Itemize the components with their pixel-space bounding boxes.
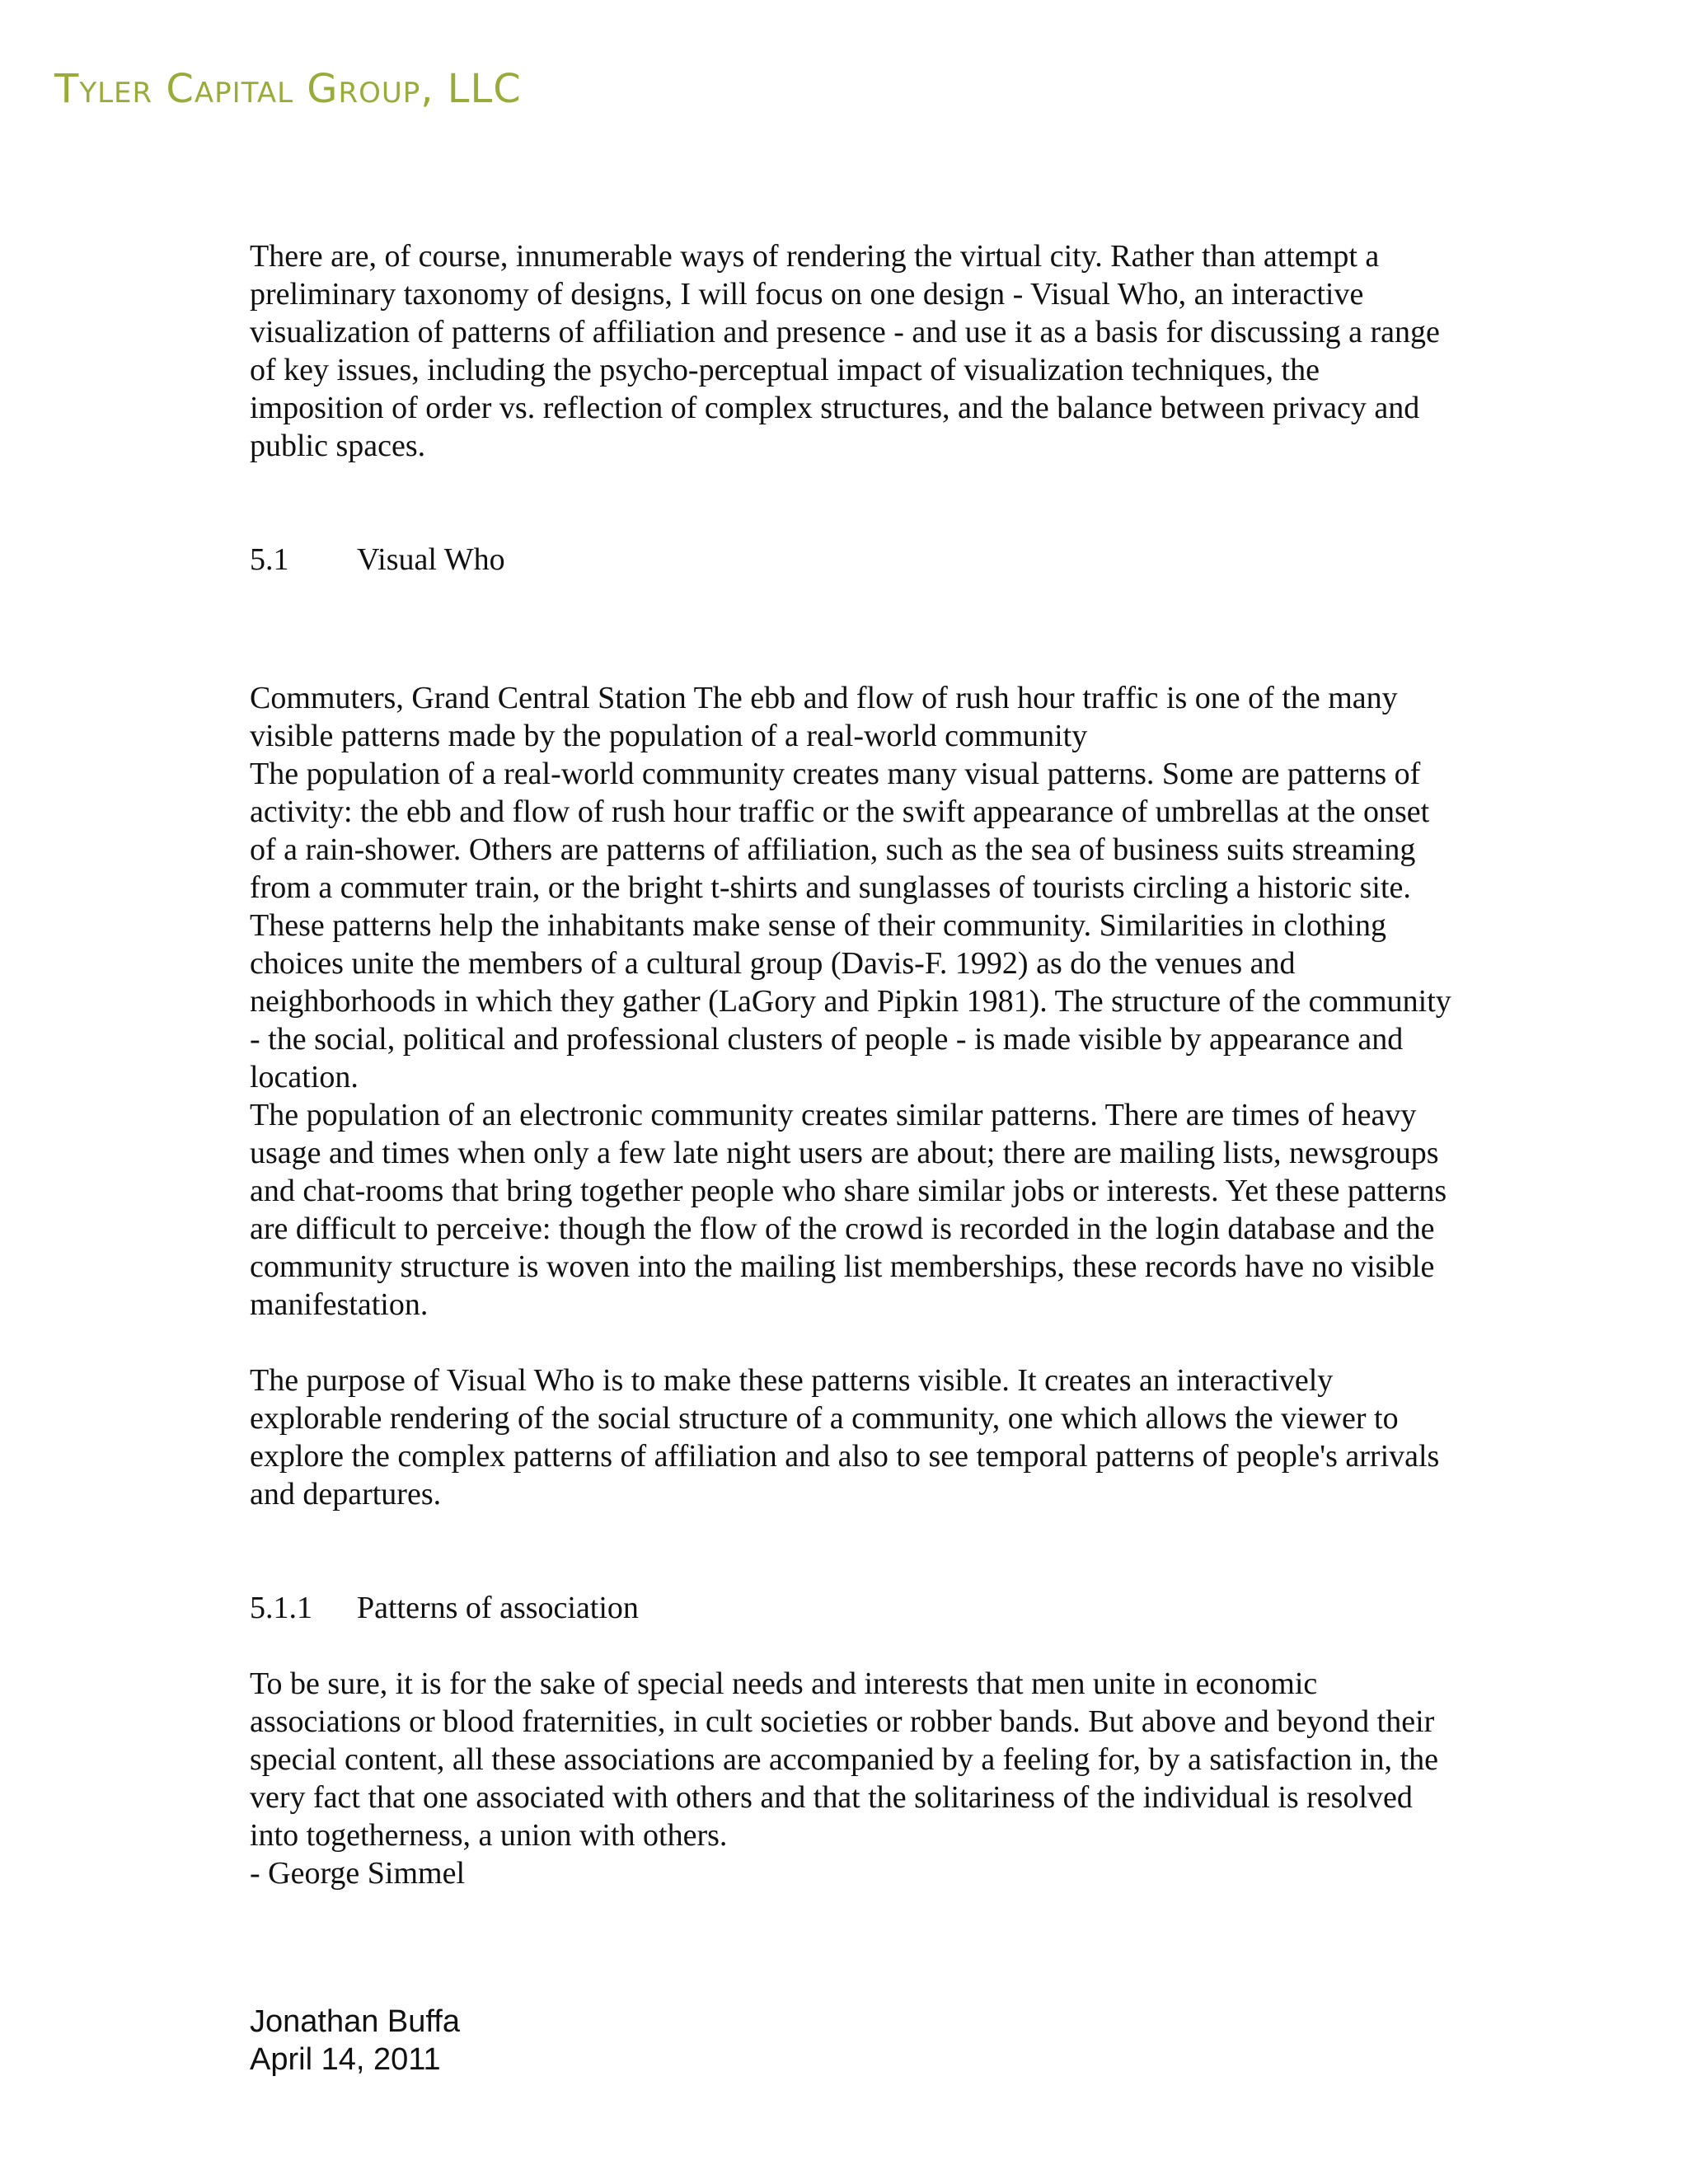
image-caption: Commuters, Grand Central Station The ebb and flow of rush hour traffic is one of the many visible patterns made by the population of a real-world community	[250, 681, 1398, 753]
paragraph-real-world-community: The population of a real-world community creates many visual patterns. Some are patterns of activity: the ebb and flow of rush hour traffic or the swift appearance of umbrellas at the onset of a rain-shower. Others are patterns of affiliation, such as the sea of business suits streaming from a commuter train, or the bright t-shirts and sunglasses of tourists circling a historic site. These patterns help the inhabitants make sense of their community. Similarities in clothing choices unite the members of a cultural group (Davis-F. 1992) as do the venues and neighborhoods in which they gather (LaGory and Pipkin 1981). The structure of the community - the social, political and professional clusters of people - is made visible by appearance and location.	[250, 757, 1451, 1094]
paragraph-purpose: The purpose of Visual Who is to make these patterns visible. It creates an interactively explorable rendering of the social structure of a community, one which allows the viewer to explore the complex patterns of affiliation and also to see temporal patterns of people's arrivals and departures.	[250, 1363, 1440, 1511]
document-body	[250, 237, 1453, 1892]
quote-paragraph: To be sure, it is for the sake of special needs and interests that men unite in economic associations or blood fraternities, in cult societies or robber bands. But above and beyond their special content, all these associations are accompanied by a feeling for, by a satisfaction in, the very fact that one associated with others and that the solitariness of the individual is resolved into togetherness, a union with others.	[250, 1666, 1438, 1853]
signature-block	[250, 2003, 460, 2079]
author-name: Jonathan Buffa	[250, 2004, 460, 2039]
section-title: Patterns of association	[357, 1591, 639, 1625]
letterhead-company-name: Tyler Capital Group, LLC	[54, 66, 522, 112]
section-heading-5-1-1	[250, 1589, 1453, 1627]
signature-date: April 14, 2011	[250, 2042, 441, 2077]
section-heading-5-1	[250, 541, 1453, 579]
section-number: 5.1	[250, 542, 289, 577]
paragraph-electronic-community: The population of an electronic community creates similar patterns. There are times of heavy usage and times when only a few late night users are about; there are mailing lists, newsgroups and chat-rooms that bring together people who share similar jobs or interests. Yet these patterns are difficult to perceive: though the flow of the crowd is recorded in the login database and the community structure is woven into the mailing list memberships, these records have no visible manifestation.	[250, 1098, 1447, 1322]
quote-attribution: - George Simmel	[250, 1856, 466, 1891]
intro-paragraph: There are, of course, innumerable ways of rendering the virtual city. Rather than attempt a preliminary taxonomy of designs, I will focus on one design - Visual Who, an interactive visualization of patterns of affiliation and presence - and use it as a basis for discussing a range of key issues, including the psycho-perceptual impact of visualization techniques, the imposition of order vs. reflection of complex structures, and the balance between privacy and public spaces.	[250, 239, 1440, 463]
section-number: 5.1.1	[250, 1591, 312, 1625]
section-title: Visual Who	[357, 542, 505, 577]
